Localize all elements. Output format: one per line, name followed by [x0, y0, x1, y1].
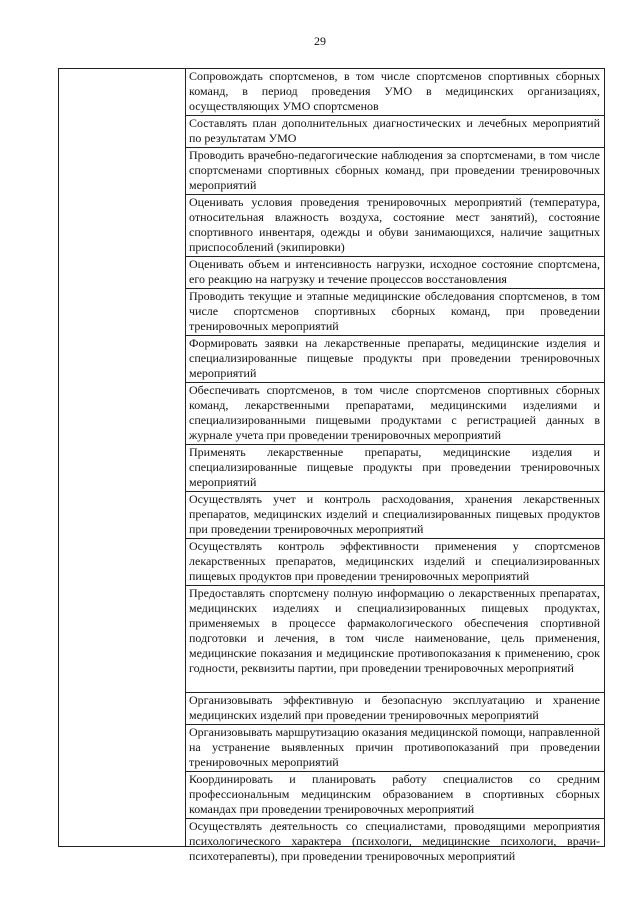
table-row: [186, 195, 604, 257]
table-row: [186, 693, 604, 725]
table-row: [186, 148, 604, 195]
table-right-column: [186, 69, 604, 863]
table-row: [186, 116, 604, 148]
table-row: [186, 289, 604, 336]
row-text: Осуществлять учет и контроль расходования, хранения лекарственных препаратов, медицинских изделий и специализированных пищевых продуктов при проведении тренировочных мероприятий: [189, 492, 600, 536]
page-number: 29: [314, 34, 326, 48]
row-text: Сопровождать спортсменов, в том числе спортсменов спортивных сборных команд, в период проведения УМО в медицинских организациях, осуществляющих УМО спортсменов: [189, 69, 600, 113]
table-row: [186, 257, 604, 289]
table-row: [186, 539, 604, 586]
table-left-column: [59, 69, 186, 846]
row-text: Организовывать эффективную и безопасную эксплуатацию и хранение медицинских изделий при проведении тренировочных мероприятий: [189, 693, 600, 722]
table-row: [186, 772, 604, 819]
table-row: [186, 383, 604, 445]
table-row: [186, 492, 604, 539]
table-row: [186, 69, 604, 116]
table-row: [186, 819, 604, 867]
row-text: Составлять план дополнительных диагностических и лечебных мероприятий по результатам УМО: [189, 116, 600, 145]
row-text: Проводить врачебно-педагогические наблюдения за спортсменами, в том числе спортсменами спортивных сборных команд, при проведении тренировочных мероприятий: [189, 148, 600, 192]
row-text: Формировать заявки на лекарственные препараты, медицинские изделия и специализированные пищевые продукты при проведении тренировочных мероприятий: [189, 336, 600, 380]
table-row: [186, 725, 604, 772]
row-text: Предоставлять спортсмену полную информацию о лекарственных препаратах, медицинских изделиях и специализированных пищевых продуктах, применяемых в процессе фармакологического обеспечения спортивной подготовки и лечения, в том числе наименование, цель применения, медицинские показания и медицинские противопоказания к применению, срок годности, реквизиты партии, при проведении тренировочных мероприятий: [189, 586, 600, 675]
row-text: Оценивать объем и интенсивность нагрузки, исходное состояние спортсмена, его реакцию на нагрузку и течение процессов восстановления: [189, 257, 600, 286]
row-text: Организовывать маршрутизацию оказания медицинской помощи, направленной на устранение выявленных причин противопоказаний при проведении тренировочных мероприятий: [189, 725, 600, 769]
row-text: Осуществлять контроль эффективности применения у спортсменов лекарственных препаратов, медицинских изделий и специализированных пищевых продуктов при проведении тренировочных мероприятий: [189, 539, 600, 583]
row-text: Осуществлять деятельность со специалистами, проводящими мероприятия психологического характера (психологи, медицинские психологи, врачи-психотерапевты), при проведении тренировочных мероприятий: [189, 819, 600, 863]
row-text: Проводить текущие и этапные медицинские обследования спортсменов, в том числе спортсменов спортивных сборных команд, при проведении тренировочных мероприятий: [189, 289, 600, 333]
row-text: Координировать и планировать работу специалистов со средним профессиональным медицинским образованием в спортивных сборных командах при проведении тренировочных мероприятий: [189, 772, 600, 816]
table-row: [186, 445, 604, 492]
table-row: [186, 586, 604, 693]
labor-functions-table: [58, 68, 605, 863]
table-row: [186, 336, 604, 383]
row-text: Обеспечивать спортсменов, в том числе спортсменов спортивных сборных команд, лекарственными препаратами, медицинскими изделиями и специализированными пищевыми продуктами с регистрацией данных в журнале учета при проведении тренировочных мероприятий: [189, 383, 600, 442]
row-text: Оценивать условия проведения тренировочных мероприятий (температура, относительная влажность воздуха, состояние мест занятий), состояние спортивного инвентаря, одежды и обуви занимающихся, наличие защитных приспособлений (экипировки): [189, 195, 600, 254]
row-text: Применять лекарственные препараты, медицинские изделия и специализированные пищевые продукты при проведении тренировочных мероприятий: [189, 445, 600, 489]
